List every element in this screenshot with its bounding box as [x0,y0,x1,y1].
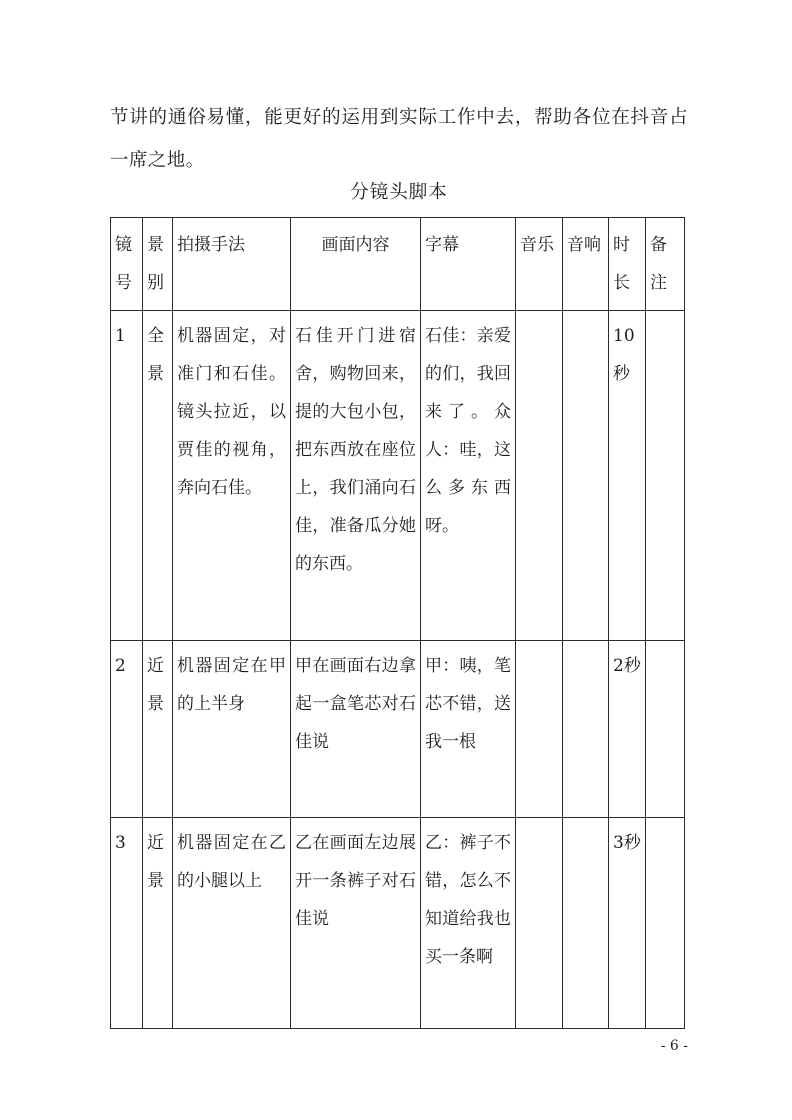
table-row [111,818,685,1029]
cell-music [516,818,563,1029]
cell-shooting-method: 机器固定在乙的小腿以上 [173,818,291,1029]
cell-sound-effect [563,818,609,1029]
header-remarks: 备注 [646,218,685,311]
header-duration: 时长 [609,218,646,311]
storyboard-table [110,217,685,1029]
cell-remarks [646,311,685,641]
cell-shot-number: 1 [111,311,143,641]
storyboard-table-wrapper [110,217,684,1029]
table-header-row [111,218,685,311]
cell-screen-content: 石佳开门进宿舍，购物回来，提的大包小包，把东西放在座位上，我们涌向石佳，准备瓜分她的东西。 [291,311,421,641]
cell-remarks [646,641,685,818]
header-subtitle: 字幕 [421,218,516,311]
header-shot-number: 镜号 [111,218,143,311]
cell-music [516,311,563,641]
cell-duration: 3秒 [609,818,646,1029]
cell-scene-type: 全景 [143,311,173,641]
page-number: - 6 - [660,1038,688,1054]
cell-subtitle: 石佳：亲爱的们，我回来了。众人：哇，这么多东西呀。 [421,311,516,641]
header-scene-type: 景别 [143,218,173,311]
cell-shooting-method: 机器固定，对准门和石佳。镜头拉近，以贾佳的视角，奔向石佳。 [173,311,291,641]
cell-screen-content: 甲在画面右边拿起一盒笔芯对石佳说 [291,641,421,818]
cell-screen-content: 乙在画面左边展开一条裤子对石佳说 [291,818,421,1029]
header-shooting-method: 拍摄手法 [173,218,291,311]
section-title: 分镜头脚本 [350,182,448,203]
cell-scene-type: 近景 [143,641,173,818]
cell-shot-number: 2 [111,641,143,818]
cell-shot-number: 3 [111,818,143,1029]
cell-scene-type: 近景 [143,818,173,1029]
cell-sound-effect [563,641,609,818]
cell-remarks [646,818,685,1029]
table-row [111,641,685,818]
cell-duration: 2秒 [609,641,646,818]
cell-sound-effect [563,311,609,641]
cell-shooting-method: 机器固定在甲的上半身 [173,641,291,818]
paragraph-text: 节讲的通俗易懂，能更好的运用到实际工作中去，帮助各位在抖音占一席之地。 [110,107,688,171]
table-row [111,311,685,641]
body-paragraph [110,96,688,182]
header-screen-content: 画面内容 [291,218,421,311]
cell-subtitle: 乙：裤子不错，怎么不知道给我也买一条啊 [421,818,516,1029]
header-sound-effect: 音响 [563,218,609,311]
cell-music [516,641,563,818]
header-music: 音乐 [516,218,563,311]
cell-subtitle: 甲：咦，笔芯不错，送我一根 [421,641,516,818]
cell-duration: 10秒 [609,311,646,641]
